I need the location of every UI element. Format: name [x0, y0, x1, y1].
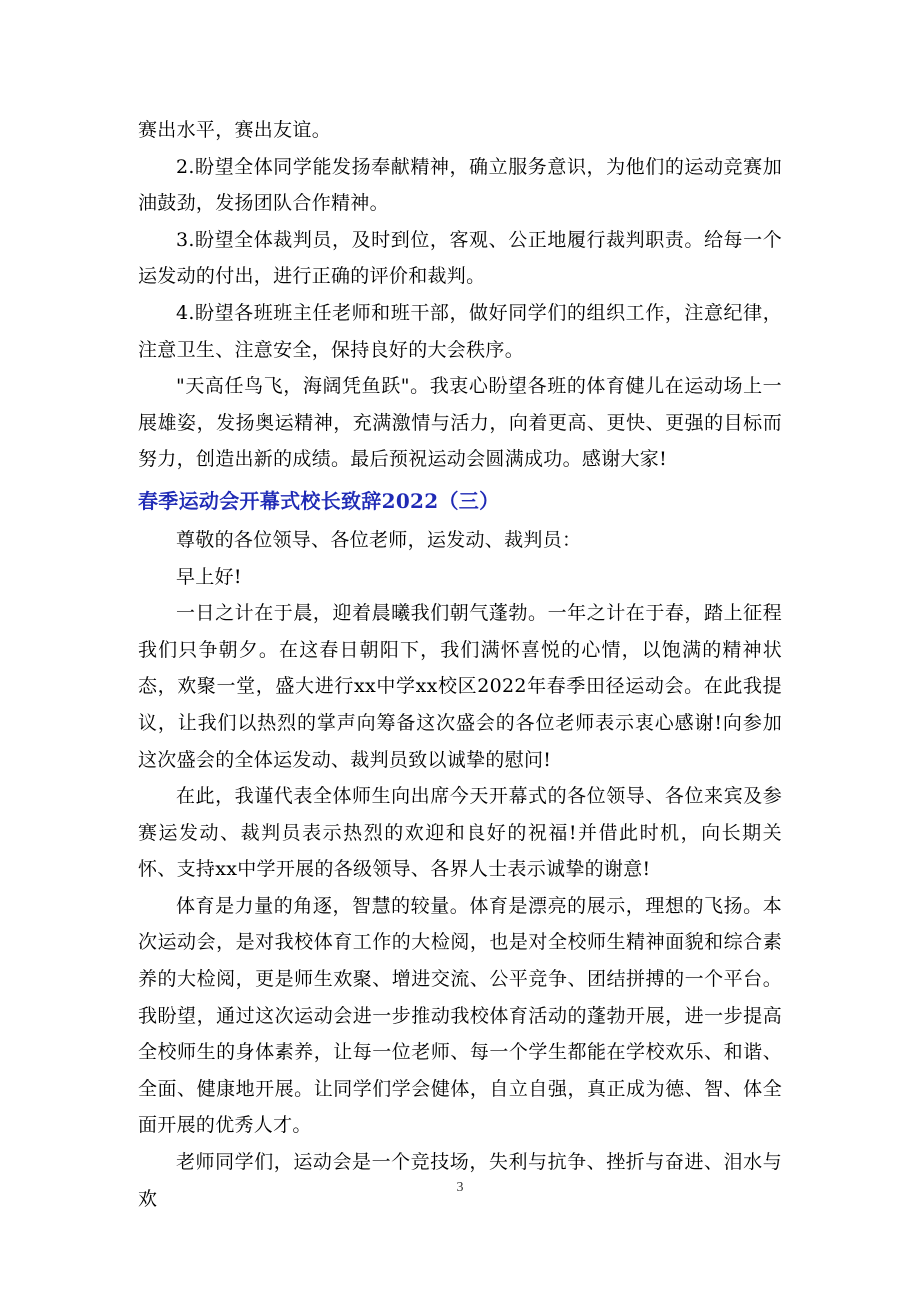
paragraph-top-0: 赛出水平，赛出友谊。 — [138, 119, 332, 141]
paragraph-bottom-4: 体育是力量的角逐，智慧的较量。体育是漂亮的展示，理想的飞扬。本次运动会，是对我校体育工作的大检阅，也是对全校师生精神面貌和综合素养的大检阅，更是师生欢聚、增进交流、公平竞争、团结拼搏的一个平台。我盼望，通过这次运动会进一步推动我校体育活动的蓬勃开展，进一步提高全校师生的身体素养，让每一位老师、每一个学生都能在学校欢乐、和谐、全面、健康地开展。让同学们学会健体，自立自强，真正成为德、智、体全面开展的优秀人才。 — [138, 894, 782, 1137]
paragraph-top-3: 4.盼望各班班主任老师和班干部，做好同学们的组织工作，注意纪律，注意卫生、注意安全，保持良好的大会秩序。 — [138, 301, 782, 361]
paragraph-bottom-3: 在此，我谨代表全体师生向出席今天开幕式的各位领导、各位来宾及参赛运发动、裁判员表示热烈的欢迎和良好的祝福!并借此时机，向长期关怀、支持xx中学开展的各级领导、各界人士表示诚挚的谢意! — [138, 785, 782, 881]
paragraph-salutation: 尊敬的各位领导、各位老师，运发动、裁判员： — [176, 528, 582, 551]
paragraph-top-1: 2.盼望全体同学能发扬奉献精神，确立服务意识，为他们的运动竞赛加油鼓劲，发扬团队合作精神。 — [138, 155, 782, 215]
paragraph-greeting: 早上好! — [176, 565, 242, 588]
paragraph-bottom-5: 老师同学们，运动会是一个竞技场，失利与抗争、挫折与奋进、泪水与欢 — [138, 1151, 782, 1210]
paragraph-top-2: 3.盼望全体裁判员，及时到位，客观、公正地履行裁判职责。给每一个运发动的付出，进行正确的评价和裁判。 — [138, 228, 782, 288]
paragraph-bottom-2: 一日之计在于晨，迎着晨曦我们朝气蓬勃。一年之计在于春，踏上征程我们只争朝夕。在这春日朝阳下，我们满怀喜悦的心情，以饱满的精神状态，欢聚一堂，盛大进行xx中学xx校区2022年春季田径运动会。在此我提议，让我们以热烈的掌声向筹备这次盛会的各位老师表示衷心感谢!向参加这次盛会的全体运发动、裁判员致以诚挚的慰问! — [138, 602, 782, 771]
document-body — [138, 112, 782, 1217]
section-heading: 春季运动会开幕式校长致辞2022（三） — [138, 488, 500, 513]
paragraph-top-4: "天高任鸟飞，海阔凭鱼跃"。我衷心盼望各班的体育健儿在运动场上一展雄姿，发扬奥运精神，充满激情与活力，向着更高、更快、更强的目标而努力，创造出新的成绩。最后预祝运动会圆满成功。感谢大家! — [138, 375, 782, 471]
page-number: 3 — [456, 1180, 464, 1195]
